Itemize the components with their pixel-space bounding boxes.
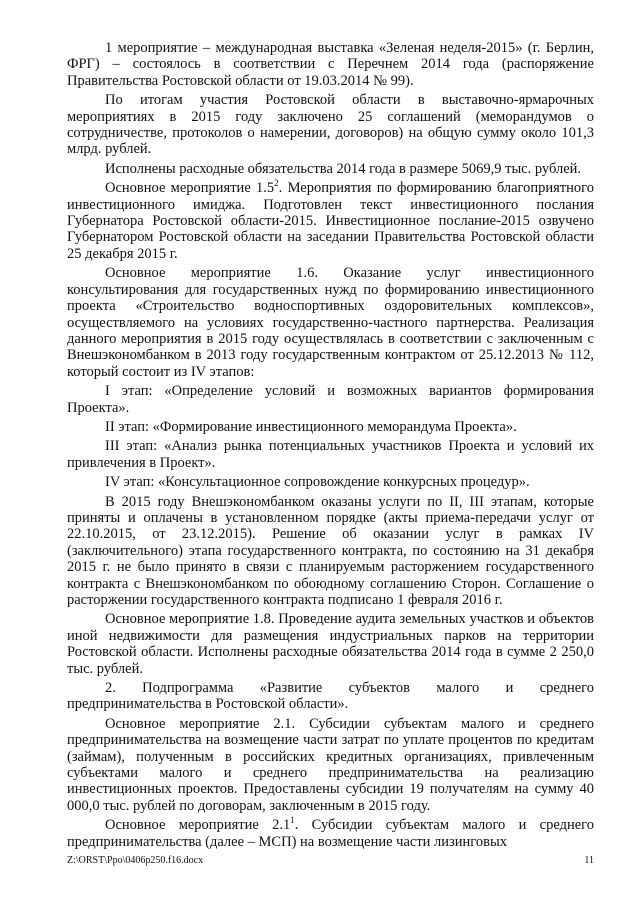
paragraph: Основное мероприятие $1.5^2$. Мероприятия по формированию благоприятного инвестиционного имиджа. Подготовлен текст инвестиционного послания Губернатора Ростовской области-2015. Инвестиционное послание-2015 озвучено Губернатором Ростовской области на заседании Правительства Ростовской области 25 декабря 2015 г.	[67, 178, 594, 262]
page-number: 11	[584, 855, 594, 866]
footnote-ref: 1	[290, 815, 295, 826]
paragraph: III этап: «Анализ рынка потенциальных участников Проекта и условий их привлечения в Проект».	[67, 438, 594, 471]
paragraph: Основное мероприятие 1.6. Оказание услуг инвестиционного консультирования для государственных нужд по формированию инвестиционного проекта «Строительство водноспортивных оздоровительных комплексов», осуществляемого на условиях государственно-частного партнерства. Реализация данного мероприятия в 2015 году осуществлялась в соответствии с заключенным с Внешэкономбанком в 2013 году государственным контрактом от 25.12.2013 № 112, который состоит из IV этапов:	[67, 265, 594, 380]
paragraph: IV этап: «Консультационное сопровождение конкурсных процедур».	[105, 474, 530, 491]
paragraph: В 2015 году Внешэкономбанком оказаны услуги по II, III этапам, которые приняты и оплачены в установленном порядке (акты приема-передачи услуг от 22.10.2015, от 23.12.2015). Решение об оказании услуг в рамках IV (заключительного) этапа государственного контракта, по состоянию на 31 декабря 2015 г. не было принято в связи с планируемым расторжением государственного контракта с Внешэкономбанком по обоюдному соглашению Сторон. Соглашение о расторжении государственного контракта подписано 1 февраля 2016 г.	[67, 493, 594, 608]
paragraph: Основное мероприятие $2.1^1$. Субсидии субъектам малого и среднего предпринимательства (далее – МСП) на возмещение части лизинговых	[67, 815, 595, 850]
document-body	[67, 40, 594, 853]
paragraph: II этап: «Формирование инвестиционного меморандума Проекта».	[105, 418, 517, 435]
paragraph: Основное мероприятие 2.1. Субсидии субъектам малого и среднего предпринимательства на возмещение части затрат по уплате процентов по кредитам (займам), полученным в российских кредитных организациях, привлеченным субъектами малого и среднего предпринимательства на реализацию инвестиционных проектов. Предоставлены субсидии 19 получателям на сумму 40 000,0 тыс. рублей по договорам, заключенным в 2015 году.	[67, 715, 594, 814]
paragraph: Основное мероприятие 1.8. Проведение аудита земельных участков и объектов иной недвижимости для размещения индустриальных парков на территории Ростовской области. Исполнены расходные обязательства 2014 года в сумме 2 250,0 тыс. рублей.	[67, 611, 594, 677]
paragraph: 1 мероприятие – международная выставка «Зеленая неделя-2015» (г. Берлин, ФРГ) – состоялось в соответствии с Перечнем 2014 года (распоряжение Правительства Ростовской области от 19.03.2014 № 99).	[67, 40, 594, 89]
paragraph: По итогам участия Ростовской области в выставочно-ярмарочных мероприятиях в 2015 году заключено 25 соглашений (меморандумов о сотрудничестве, протоколов о намерении, договоров) на общую сумму около 101,3 млрд. рублей.	[67, 92, 594, 158]
file-path: Z:\ORST\Ppo\0406p250.f16.docx	[67, 855, 204, 866]
footnote-ref: 2	[274, 178, 279, 189]
paragraph: Исполнены расходные обязательства 2014 года в размере 5069,9 тыс. рублей.	[105, 160, 582, 177]
paragraph: I этап: «Определение условий и возможных вариантов формирования Проекта».	[67, 383, 594, 416]
paragraph: 2. Подпрограмма «Развитие субъектов малого и среднего предпринимательства в Ростовской области».	[67, 680, 594, 713]
